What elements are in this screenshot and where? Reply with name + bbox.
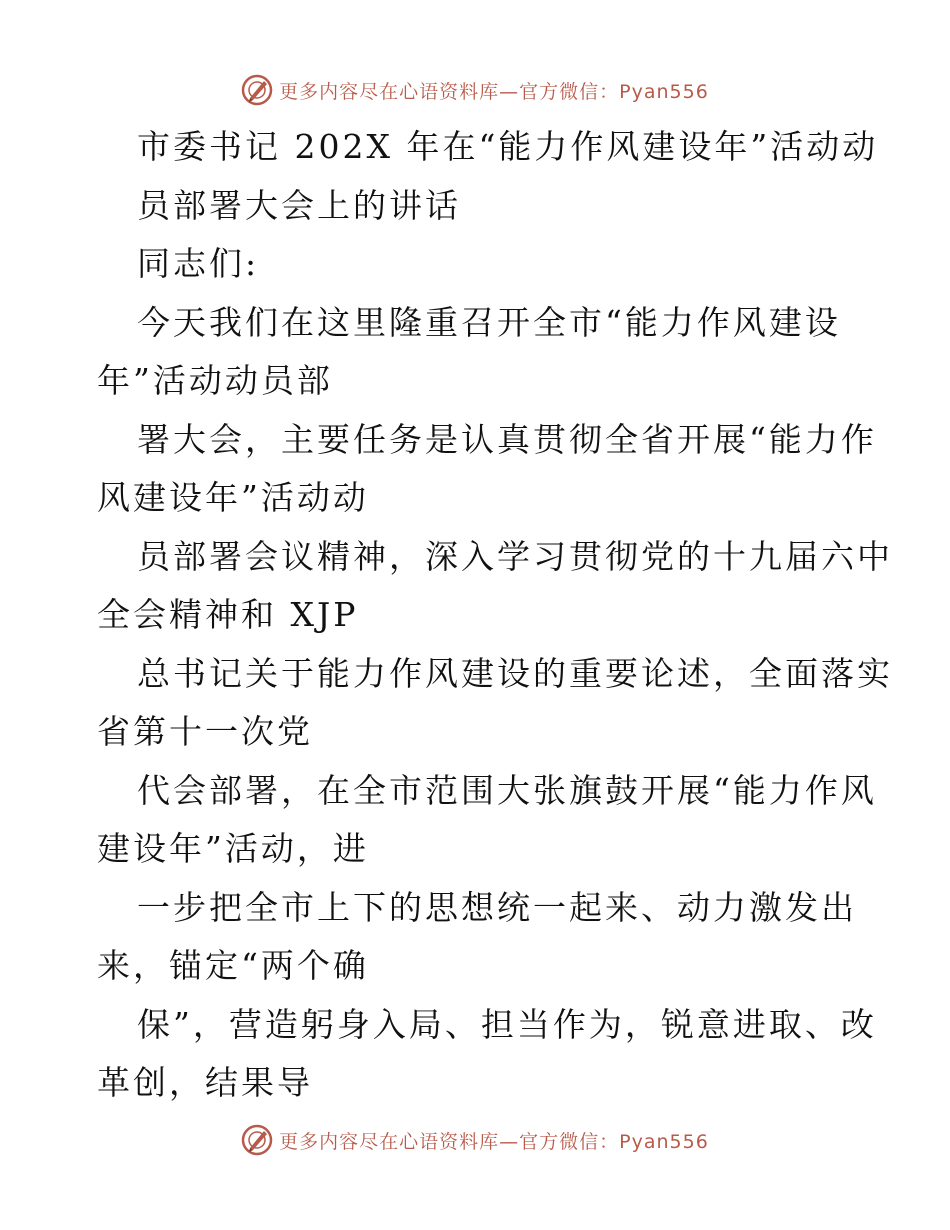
header-watermark — [0, 70, 950, 110]
body-line: 署大会，主要任务是认真贯彻全省开展“能力作 — [137, 419, 877, 459]
body-line: 来，锚定“两个确 — [97, 946, 369, 985]
title-line-1: 市委书记 202X 年在“能力作风建设年”活动动 — [137, 127, 879, 166]
watermark-text: 更多内容尽在心语资料库—官方微信：Pyan556 — [279, 1130, 709, 1153]
body-line: 年”活动动员部 — [97, 361, 333, 400]
salutation: 同志们: — [137, 244, 260, 283]
body-line: 建设年”活动，进 — [97, 829, 369, 868]
body-line: 一步把全市上下的思想统一起来、动力激发出 — [137, 887, 857, 927]
body-line: 员部署会议精神，深入学习贯彻党的十九届六中 — [137, 536, 893, 576]
body-line: 革创，结果导 — [97, 1063, 313, 1102]
body-line: 省第十一次党 — [97, 712, 313, 751]
body-line: 代会部署，在全市范围大张旗鼓开展“能力作风 — [137, 770, 877, 810]
title-line-2: 员部署大会上的讲话 — [137, 185, 461, 225]
body-line: 保”，营造躬身入局、担当作为，锐意进取、改 — [137, 1004, 877, 1044]
watermark-text: 更多内容尽在心语资料库—官方微信：Pyan556 — [279, 80, 709, 103]
document-body — [97, 118, 893, 1113]
body-line: 总书记关于能力作风建设的重要论述，全面落实 — [137, 653, 893, 693]
pen-logo-icon — [241, 1124, 273, 1156]
pen-logo-icon — [241, 74, 273, 106]
footer-watermark — [0, 1120, 950, 1160]
body-line: 今天我们在这里隆重召开全市“能力作风建设 — [137, 302, 841, 342]
body-line: 风建设年”活动动 — [97, 478, 369, 517]
body-line: 全会精神和 XJP — [97, 595, 359, 634]
